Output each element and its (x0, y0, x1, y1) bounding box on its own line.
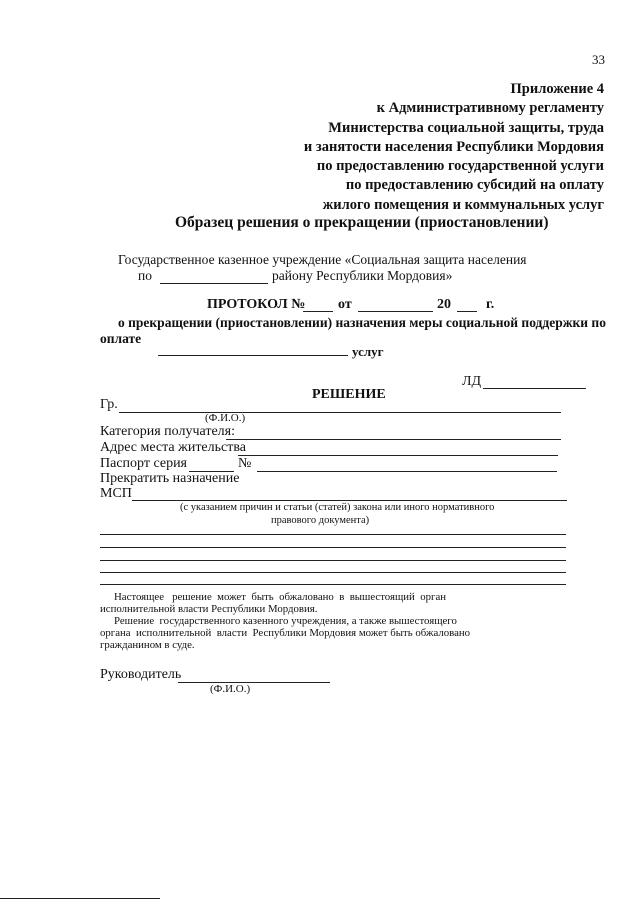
reason-line (100, 534, 566, 535)
protocol-year-suffix: г. (486, 297, 495, 312)
reason-hint-1: (с указанием причин и статьи (статей) закона или иного нормативного (180, 502, 495, 513)
address-label: Адрес места жительства (100, 440, 246, 455)
district-blank (160, 283, 268, 284)
head-label: Руководитель (100, 667, 182, 682)
category-blank (226, 439, 561, 440)
reason-hint-2: правового документа) (271, 515, 370, 526)
protocol-label: ПРОТОКОЛ № (207, 297, 306, 312)
ld-blank (483, 388, 586, 389)
citizen-label: Гр. (100, 397, 118, 412)
appendix-line: к Административному регламенту (376, 100, 604, 117)
note-2-line-1: Решение государственного казенного учреждения, а также вышестоящего (114, 615, 457, 627)
appendix-header (184, 80, 604, 215)
signature-fio-hint: (Ф.И.О.) (210, 683, 251, 695)
page-number: 33 (592, 52, 605, 67)
protocol-year-prefix: 20 (437, 297, 451, 312)
note-1-line-2: исполнительной власти Республики Мордовия. (100, 603, 318, 615)
footer-rule (0, 898, 160, 899)
ld-label: ЛД (462, 374, 482, 389)
citizen-blank (119, 412, 561, 413)
appendix-line: Министерства социальной защиты, труда (328, 119, 604, 136)
signature-blank (178, 682, 330, 683)
note-1-line-1: Настоящее решение может быть обжаловано в вышестоящий орган (114, 591, 447, 603)
passport-series-label: Паспорт серия (100, 456, 187, 471)
protocol-services: услуг (352, 344, 384, 359)
appendix-line: и занятости населения Республики Мордовия (303, 138, 604, 155)
protocol-number-blank (303, 311, 333, 312)
note-2-line-3: гражданином в суде. (100, 639, 195, 651)
institution-suffix: району Республики Мордовия» (272, 268, 453, 283)
passport-number-blank (257, 471, 557, 472)
services-blank (158, 355, 348, 356)
appendix-line: по предоставлению государственной услуги (316, 158, 604, 175)
note-2-line-2: органа исполнительной власти Республики Мордовия может быть обжаловано (100, 627, 471, 639)
passport-number-label: № (238, 456, 252, 471)
appendix-line: по предоставлению субсидий на оплату (345, 177, 604, 194)
sample-title: Образец решения о прекращении (приостановлении) (175, 214, 549, 231)
address-blank (238, 455, 558, 456)
msp-label: МСП (100, 486, 132, 501)
institution-line-1: Государственное казенное учреждение «Социальная защита населения (118, 252, 527, 267)
decision-heading: РЕШЕНИЕ (312, 387, 386, 402)
protocol-year-blank (457, 311, 477, 312)
terminate-label: Прекратить назначение (100, 471, 240, 486)
appendix-line: Приложение 4 (510, 81, 604, 97)
fio-hint: (Ф.И.О.) (205, 412, 246, 424)
institution-prefix: по (138, 268, 152, 283)
protocol-from: от (338, 297, 352, 312)
category-label: Категория получателя: (100, 424, 235, 439)
protocol-subject-1: о прекращении (приостановлении) назначения меры социальной поддержки по (118, 315, 606, 330)
appendix-line: жилого помещения и коммунальных услуг (322, 196, 604, 213)
reason-line (100, 584, 566, 585)
msp-blank (132, 500, 567, 501)
reason-line (100, 572, 566, 573)
reason-line (100, 547, 566, 548)
protocol-date-blank (358, 311, 433, 312)
protocol-subject-2: оплате (100, 331, 142, 346)
reason-line (100, 560, 566, 561)
